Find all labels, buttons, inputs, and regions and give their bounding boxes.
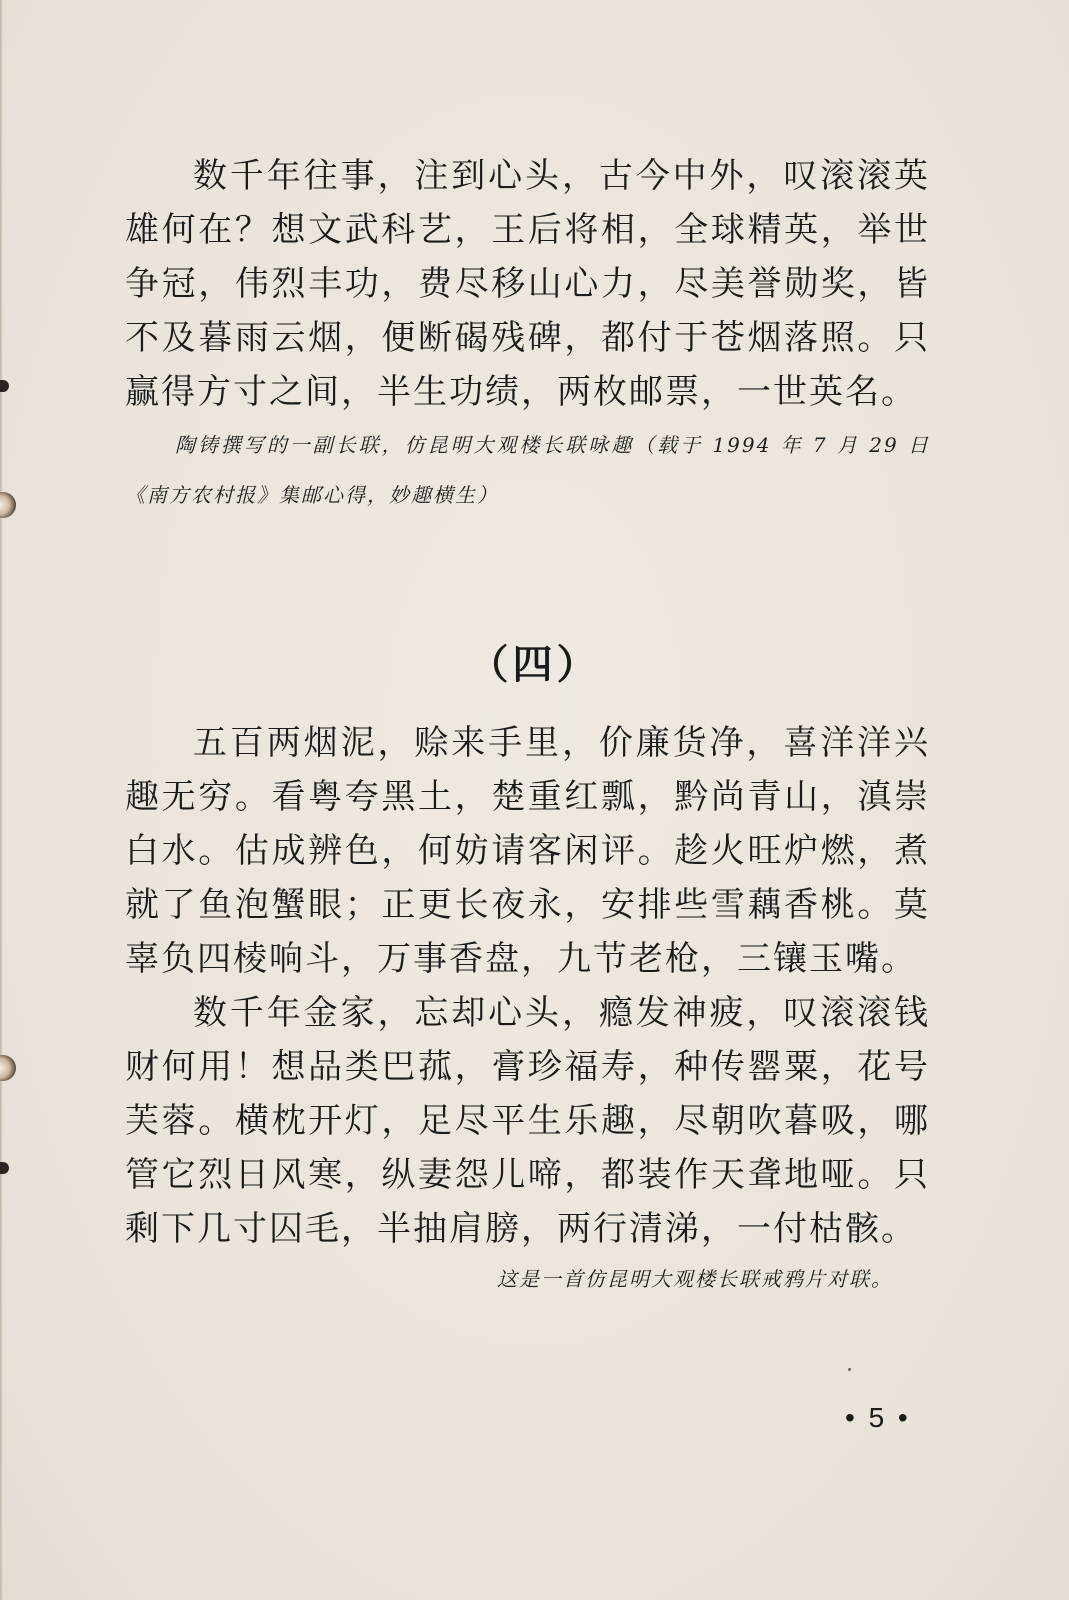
- paper-speck: [848, 1368, 851, 1371]
- binding-edge: [0, 0, 3, 1600]
- caption-note-taozhu: 陶铸撰写的一副长联，仿昆明大观楼长联咏趣（载于 1994 年 7 月 29 日《南方农村报》集邮心得，妙趣横生）: [125, 433, 930, 507]
- binding-mark: [0, 380, 9, 392]
- binding-hole: [0, 492, 16, 518]
- page-number: • 5 •: [845, 1402, 911, 1433]
- binding-hole: [0, 1055, 16, 1081]
- section-heading: （四）: [468, 641, 601, 688]
- paragraph-opium-first-half: 五百两烟泥，赊来手里，价廉货净，喜洋洋兴趣无穷。看粤夸黑土，楚重红瓢，黔尚青山，滇崇白水。估成辨色，何妨请客闲评。趁火旺炉燃，煮就了鱼泡蟹眼；正更长夜永，安排些雪藕香桃。莫辜负四棱响斗，万事香盘，九节老枪，三镶玉嘴。: [125, 723, 930, 979]
- caption-note-opium: 这是一首仿昆明大观楼长联戒鸦片对联。: [497, 1267, 893, 1291]
- binding-mark: [0, 1162, 9, 1174]
- paragraph-opium-second-half: 数千年金家，忘却心头，瘾发神疲，叹滚滚钱财何用！想品类巴菰，膏珍福寿，种传罂粟，花号芙蓉。横枕开灯，足尽平生乐趣，尽朝吹暮吸，哪管它烈日风寒，纵妻怨儿啼，都装作天聋地哑。只剩下几寸囚毛，半抽肩膀，两行清涕，一付枯骸。: [125, 993, 930, 1249]
- paragraph-stamps-couplet: 数千年往事，注到心头，古今中外，叹滚滚英雄何在？想文武科艺，王后将相，全球精英，举世争冠，伟烈丰功，费尽移山心力，尽美誉勋奖，皆不及暮雨云烟，便断碣残碑，都付于苍烟落照。只赢得方寸之间，半生功绩，两枚邮票，一世英名。: [125, 156, 930, 412]
